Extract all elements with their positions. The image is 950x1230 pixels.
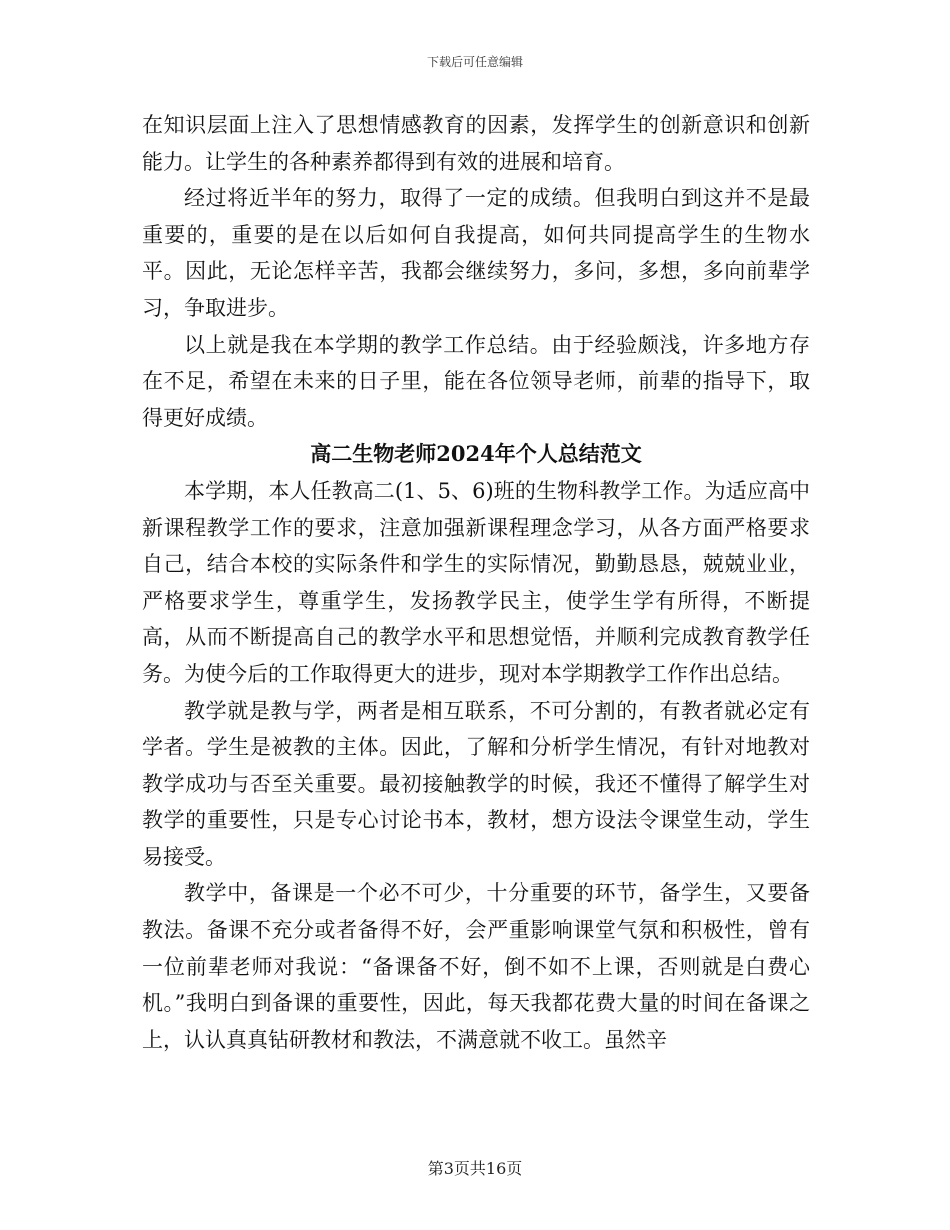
paragraph: 教学中，备课是一个必不可少，十分重要的环节，备学生，又要备教法。备课不充分或者备得不好，会严重影响课堂气氛和积极性，曾有一位前辈老师对我说：“备课备不好，倒不如不上课，否则就是白费心机。”我明白到备课的重要性，因此，每天我都花费大量的时间在备课之上，认认真真钻研教材和教法，不满意就不收工。虽然辛 (142, 881, 810, 1052)
page-header: 下载后可任意编辑 (426, 55, 523, 69)
page-number: 第3页共16页 (427, 1159, 523, 1178)
paragraph: 以上就是我在本学期的教学工作总结。由于经验颇浅，许多地方存在不足，希望在未来的日子里，能在各位领导老师，前辈的指导下，取得更好成绩。 (142, 332, 810, 430)
paragraph: 经过将近半年的努力，取得了一定的成绩。但我明白到这并不是最重要的，重要的是在以后如何自我提高，如何共同提高学生的生物水平。因此，无论怎样辛苦，我都会继续努力，多问，多想，多向前辈学习，争取进步。 (142, 186, 810, 320)
section-title: 高二生物老师2024年个人总结范文 (310, 441, 642, 467)
paragraph: 本学期，本人任教高二(1、5、6)班的生物科教学工作。为适应高中新课程教学工作的要求，注意加强新课程理念学习，从各方面严格要求自己，结合本校的实际条件和学生的实际情况，勤勤恳恳，兢兢业业，严格要求学生，尊重学生，发扬教学民主，使学生学有所得，不断提高，从而不断提高自己的教学水平和思想觉悟，并顺利完成教育教学任务。为使今后的工作取得更大的进步，现对本学期教学工作作出总结。 (142, 478, 810, 686)
document-body (142, 107, 810, 1058)
paragraph: 在知识层面上注入了思想情感教育的因素，发挥学生的创新意识和创新能力。让学生的各种素养都得到有效的进展和培育。 (142, 113, 810, 174)
paragraph: 教学就是教与学，两者是相互联系，不可分割的，有教者就必定有学者。学生是被教的主体。因此，了解和分析学生情况，有针对地教对教学成功与否至关重要。最初接触教学的时候，我还不懂得了解学生对教学的重要性，只是专心讨论书本，教材，想方设法令课堂生动，学生易接受。 (142, 698, 810, 869)
